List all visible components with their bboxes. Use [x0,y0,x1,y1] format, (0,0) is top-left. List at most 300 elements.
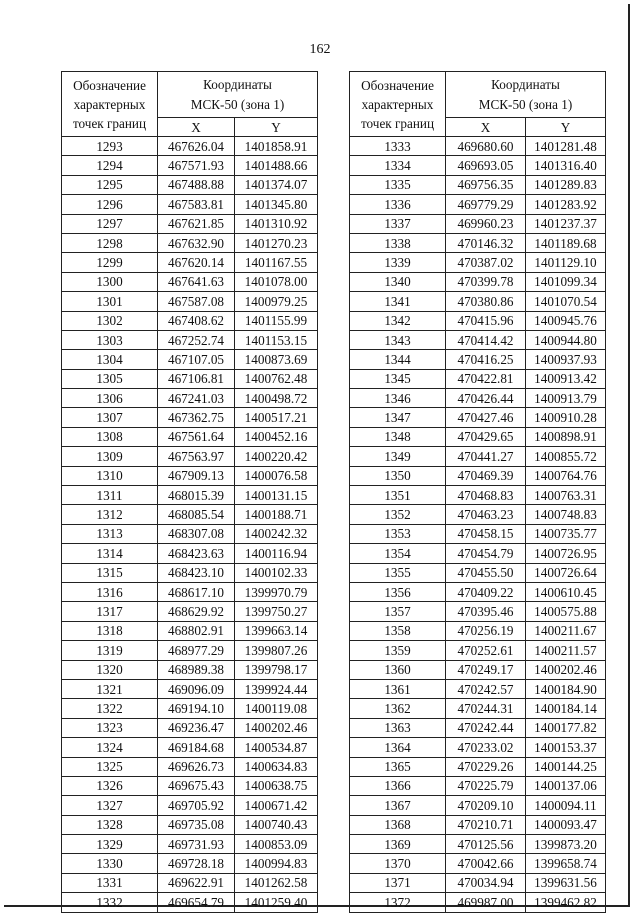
table-row [62,718,318,737]
y-coordinate-cell: 1400764.76 [526,466,606,485]
y-coordinate-cell: 1399750.27 [235,602,318,621]
coordinates-table-left [61,71,318,913]
y-coordinate-cell: 1400498.72 [235,389,318,408]
coordinates-header [446,72,606,118]
table-row [350,602,606,621]
table-row [62,350,318,369]
table-row [62,641,318,660]
point-number-cell: 1339 [350,253,446,272]
table-row [62,292,318,311]
x-coordinate-cell: 467408.62 [158,311,235,330]
point-number-cell: 1345 [350,369,446,388]
y-coordinate-cell: 1400452.16 [235,427,318,446]
x-coordinate-cell: 469194.10 [158,699,235,718]
x-coordinate-cell: 470454.79 [446,544,526,563]
y-coordinate-cell: 1400944.80 [526,330,606,349]
point-number-cell: 1333 [350,137,446,156]
y-coordinate-cell: 1400740.43 [235,815,318,834]
x-coordinate-cell: 470242.44 [446,718,526,737]
point-number-cell: 1361 [350,679,446,698]
point-number-cell: 1364 [350,738,446,757]
x-coordinate-cell: 467621.85 [158,214,235,233]
y-coordinate-cell: 1401283.92 [526,195,606,214]
y-coordinate-cell: 1400979.25 [235,292,318,311]
x-coordinate-cell: 469960.23 [446,214,526,233]
y-coordinate-cell: 1400534.87 [235,738,318,757]
designation-header-line: точек границ [72,115,147,131]
x-coordinate-cell: 470422.81 [446,369,526,388]
table-row [350,486,606,505]
table-row [62,175,318,194]
y-coordinate-cell: 1400873.69 [235,350,318,369]
x-coordinate-cell: 470229.26 [446,757,526,776]
point-number-cell: 1331 [62,873,158,892]
table-row [62,738,318,757]
y-coordinate-cell: 1400242.32 [235,524,318,543]
point-number-cell: 1310 [62,466,158,485]
x-coordinate-cell: 467909.13 [158,466,235,485]
point-number-cell: 1366 [350,776,446,795]
y-coordinate-cell: 1401189.68 [526,233,606,252]
x-coordinate-cell: 469184.68 [158,738,235,757]
point-number-cell: 1330 [62,854,158,873]
x-coordinate-cell: 467641.63 [158,272,235,291]
y-coordinate-cell: 1399798.17 [235,660,318,679]
x-coordinate-cell: 468802.91 [158,621,235,640]
designation-header-line: характерных [361,96,434,112]
table-row [350,835,606,854]
x-coordinate-cell: 470416.25 [446,350,526,369]
y-coordinate-cell: 1401289.83 [526,175,606,194]
point-number-cell: 1314 [62,544,158,563]
point-number-cell: 1353 [350,524,446,543]
x-coordinate-cell: 469731.93 [158,835,235,854]
point-number-cell: 1306 [62,389,158,408]
table-row [350,641,606,660]
table-row [62,156,318,175]
y-coordinate-cell: 1400184.90 [526,679,606,698]
x-coordinate-cell: 469693.05 [446,156,526,175]
y-coordinate-cell: 1400184.14 [526,699,606,718]
table-row [350,330,606,349]
table-row [62,330,318,349]
table-row [350,776,606,795]
x-coordinate-cell: 468307.08 [158,524,235,543]
table-row [350,175,606,194]
y-coordinate-cell: 1400853.09 [235,835,318,854]
table-row [62,233,318,252]
y-coordinate-cell: 1400116.94 [235,544,318,563]
x-coordinate-cell: 469236.47 [158,718,235,737]
x-coordinate-cell: 470210.71 [446,815,526,834]
point-number-cell: 1317 [62,602,158,621]
x-coordinate-cell: 470469.39 [446,466,526,485]
y-coordinate-cell: 1399807.26 [235,641,318,660]
y-coordinate-cell: 1400913.79 [526,389,606,408]
table-row [62,524,318,543]
point-number-cell: 1327 [62,796,158,815]
point-number-cell: 1305 [62,369,158,388]
point-number-cell: 1343 [350,330,446,349]
y-coordinate-cell: 1399658.74 [526,854,606,873]
y-coordinate-cell: 1400898.91 [526,427,606,446]
x-coordinate-cell: 467571.93 [158,156,235,175]
y-coordinate-cell: 1401858.91 [235,137,318,156]
point-number-cell: 1372 [350,893,446,912]
x-coordinate-cell: 467252.74 [158,330,235,349]
y-coordinate-cell: 1399462.82 [526,893,606,912]
table-row [62,389,318,408]
y-coordinate-cell: 1401129.10 [526,253,606,272]
point-number-cell: 1362 [350,699,446,718]
table-header [62,72,318,137]
x-coordinate-cell: 470387.02 [446,253,526,272]
point-number-cell: 1349 [350,447,446,466]
point-number-cell: 1322 [62,699,158,718]
table-row [350,679,606,698]
y-coordinate-cell: 1401262.58 [235,873,318,892]
point-number-cell: 1312 [62,505,158,524]
table-row [350,699,606,718]
x-coordinate-cell: 467561.64 [158,427,235,446]
table-row [62,214,318,233]
point-number-cell: 1348 [350,427,446,446]
x-coordinate-cell: 467587.08 [158,292,235,311]
y-coordinate-cell: 1399873.20 [526,835,606,854]
coordinates-header-line: Координаты [491,76,560,92]
table-row [350,505,606,524]
x-coordinate-cell: 467620.14 [158,253,235,272]
y-coordinate-cell: 1401488.66 [235,156,318,175]
table-row [350,660,606,679]
y-coordinate-cell: 1400202.46 [235,718,318,737]
x-coordinate-cell: 468629.92 [158,602,235,621]
x-coordinate-cell: 469779.29 [446,195,526,214]
designation-header-line: характерных [73,96,146,112]
table-row [62,893,318,912]
point-number-cell: 1338 [350,233,446,252]
x-coordinate-cell: 470042.66 [446,854,526,873]
x-coordinate-cell: 468617.10 [158,582,235,601]
table-row [62,447,318,466]
designation-header-line: точек границ [360,115,435,131]
y-coordinate-cell: 1399631.56 [526,873,606,892]
table-row [350,195,606,214]
table-row [350,524,606,543]
x-coordinate-cell: 467632.90 [158,233,235,252]
point-number-cell: 1369 [350,835,446,854]
coordinates-table-right [349,71,606,913]
table-row [62,408,318,427]
point-number-cell: 1350 [350,466,446,485]
x-coordinate-cell: 470409.22 [446,582,526,601]
y-coordinate-cell: 1400855.72 [526,447,606,466]
table-row [350,893,606,912]
point-number-cell: 1340 [350,272,446,291]
x-coordinate-cell: 468085.54 [158,505,235,524]
point-number-cell: 1311 [62,486,158,505]
x-coordinate-cell: 470455.50 [446,563,526,582]
x-coordinate-cell: 467488.88 [158,175,235,194]
x-coordinate-cell: 467241.03 [158,389,235,408]
table-row [62,137,318,156]
point-number-cell: 1299 [62,253,158,272]
table-row [350,311,606,330]
designation-header-line: Обозначение [73,77,146,93]
x-coordinate-cell: 467583.81 [158,195,235,214]
point-number-cell: 1309 [62,447,158,466]
table-row [62,505,318,524]
designation-header [62,72,158,137]
table-row [350,253,606,272]
x-coordinate-cell: 469675.43 [158,776,235,795]
point-number-cell: 1359 [350,641,446,660]
x-coordinate-cell: 469705.92 [158,796,235,815]
header-row [350,72,606,118]
point-number-cell: 1357 [350,602,446,621]
point-number-cell: 1356 [350,582,446,601]
y-coordinate-cell: 1400763.31 [526,486,606,505]
x-coordinate-cell: 467626.04 [158,137,235,156]
table-row [62,873,318,892]
y-header: Y [235,118,318,137]
y-coordinate-cell: 1401310.92 [235,214,318,233]
y-coordinate-cell: 1401374.07 [235,175,318,194]
y-coordinate-cell: 1400119.08 [235,699,318,718]
designation-header-line: Обозначение [361,77,434,93]
point-number-cell: 1335 [350,175,446,194]
y-coordinate-cell: 1399663.14 [235,621,318,640]
point-number-cell: 1346 [350,389,446,408]
table-row [62,195,318,214]
y-coordinate-cell: 1401345.80 [235,195,318,214]
table-row [62,544,318,563]
y-coordinate-cell: 1400748.83 [526,505,606,524]
point-number-cell: 1328 [62,815,158,834]
table-row [350,233,606,252]
table-row [62,699,318,718]
x-coordinate-cell: 469728.18 [158,854,235,873]
table-row [350,544,606,563]
x-coordinate-cell: 469622.91 [158,873,235,892]
x-coordinate-cell: 469096.09 [158,679,235,698]
page-number: 162 [309,42,331,57]
point-number-cell: 1336 [350,195,446,214]
x-coordinate-cell: 470225.79 [446,776,526,795]
table-row [62,776,318,795]
y-coordinate-cell: 1401237.37 [526,214,606,233]
y-coordinate-cell: 1400610.45 [526,582,606,601]
x-coordinate-cell: 468989.38 [158,660,235,679]
point-number-cell: 1360 [350,660,446,679]
point-number-cell: 1367 [350,796,446,815]
y-coordinate-cell: 1401153.15 [235,330,318,349]
x-coordinate-cell: 468015.39 [158,486,235,505]
table-row [350,815,606,834]
x-coordinate-cell: 469654.79 [158,893,235,912]
y-coordinate-cell: 1400093.47 [526,815,606,834]
point-number-cell: 1323 [62,718,158,737]
point-number-cell: 1296 [62,195,158,214]
point-number-cell: 1298 [62,233,158,252]
table-row [350,447,606,466]
point-number-cell: 1363 [350,718,446,737]
point-number-cell: 1315 [62,563,158,582]
point-number-cell: 1342 [350,311,446,330]
table-header [350,72,606,137]
table-row [62,582,318,601]
table-row [350,466,606,485]
table-row [62,621,318,640]
point-number-cell: 1294 [62,156,158,175]
y-coordinate-cell: 1400735.77 [526,524,606,543]
point-number-cell: 1347 [350,408,446,427]
table-row [350,369,606,388]
point-number-cell: 1344 [350,350,446,369]
y-coordinate-cell: 1400202.46 [526,660,606,679]
point-number-cell: 1320 [62,660,158,679]
x-coordinate-cell: 470034.94 [446,873,526,892]
designation-header [350,72,446,137]
point-number-cell: 1351 [350,486,446,505]
y-coordinate-cell: 1401078.00 [235,272,318,291]
table-row [62,796,318,815]
x-coordinate-cell: 467107.05 [158,350,235,369]
point-number-cell: 1321 [62,679,158,698]
table-row [62,835,318,854]
x-coordinate-cell: 469735.08 [158,815,235,834]
point-number-cell: 1341 [350,292,446,311]
y-coordinate-cell: 1400094.11 [526,796,606,815]
x-coordinate-cell: 470414.42 [446,330,526,349]
y-coordinate-cell: 1400994.83 [235,854,318,873]
y-coordinate-cell: 1401259.40 [235,893,318,912]
coordinates-header [158,72,318,118]
y-coordinate-cell: 1400575.88 [526,602,606,621]
point-number-cell: 1302 [62,311,158,330]
y-coordinate-cell: 1401316.40 [526,156,606,175]
x-coordinate-cell: 470463.23 [446,505,526,524]
table-row [62,815,318,834]
y-coordinate-cell: 1400517.21 [235,408,318,427]
x-coordinate-cell: 470427.46 [446,408,526,427]
y-coordinate-cell: 1400634.83 [235,757,318,776]
x-coordinate-cell: 470252.61 [446,641,526,660]
x-coordinate-cell: 470249.17 [446,660,526,679]
point-number-cell: 1329 [62,835,158,854]
x-coordinate-cell: 470468.83 [446,486,526,505]
x-coordinate-cell: 468977.29 [158,641,235,660]
x-coordinate-cell: 470426.44 [446,389,526,408]
y-coordinate-cell: 1400211.57 [526,641,606,660]
point-number-cell: 1332 [62,893,158,912]
point-number-cell: 1352 [350,505,446,524]
x-coordinate-cell: 470395.46 [446,602,526,621]
x-coordinate-cell: 470125.56 [446,835,526,854]
y-coordinate-cell: 1399970.79 [235,582,318,601]
table-row [62,660,318,679]
point-number-cell: 1301 [62,292,158,311]
point-number-cell: 1325 [62,757,158,776]
table-row [350,408,606,427]
point-number-cell: 1371 [350,873,446,892]
table-row [62,486,318,505]
table-row [350,738,606,757]
point-number-cell: 1300 [62,272,158,291]
table-row [350,854,606,873]
table-row [350,214,606,233]
y-coordinate-cell: 1400137.06 [526,776,606,795]
point-number-cell: 1293 [62,137,158,156]
y-coordinate-cell: 1400910.28 [526,408,606,427]
table-row [350,757,606,776]
y-coordinate-cell: 1400762.48 [235,369,318,388]
x-coordinate-cell: 470256.19 [446,621,526,640]
point-number-cell: 1355 [350,563,446,582]
x-coordinate-cell: 469987.00 [446,893,526,912]
table-row [350,350,606,369]
table-row [350,389,606,408]
point-number-cell: 1319 [62,641,158,660]
x-coordinate-cell: 470458.15 [446,524,526,543]
point-number-cell: 1337 [350,214,446,233]
x-header: X [158,118,235,137]
table-body [62,137,318,913]
coordinates-header-line: МСК-50 (зона 1) [478,96,573,112]
table-row [350,137,606,156]
y-coordinate-cell: 1401281.48 [526,137,606,156]
y-coordinate-cell: 1400188.71 [235,505,318,524]
y-coordinate-cell: 1401070.54 [526,292,606,311]
y-coordinate-cell: 1400211.67 [526,621,606,640]
coordinates-header-line: МСК-50 (зона 1) [190,96,285,112]
y-coordinate-cell: 1400177.82 [526,718,606,737]
x-coordinate-cell: 467563.97 [158,447,235,466]
x-coordinate-cell: 470242.57 [446,679,526,698]
table-body [350,137,606,913]
y-coordinate-cell: 1400153.37 [526,738,606,757]
point-number-cell: 1326 [62,776,158,795]
point-number-cell: 1370 [350,854,446,873]
table-row [62,369,318,388]
point-number-cell: 1304 [62,350,158,369]
table-row [350,873,606,892]
x-coordinate-cell: 468423.63 [158,544,235,563]
point-number-cell: 1313 [62,524,158,543]
table-row [62,253,318,272]
table-row [350,582,606,601]
x-coordinate-cell: 470441.27 [446,447,526,466]
point-number-cell: 1297 [62,214,158,233]
point-number-cell: 1354 [350,544,446,563]
point-number-cell: 1303 [62,330,158,349]
y-coordinate-cell: 1400937.93 [526,350,606,369]
y-coordinate-cell: 1400671.42 [235,796,318,815]
y-coordinate-cell: 1400220.42 [235,447,318,466]
point-number-cell: 1365 [350,757,446,776]
table-row [62,679,318,698]
table-row [62,563,318,582]
x-coordinate-cell: 470429.65 [446,427,526,446]
table-row [350,427,606,446]
x-coordinate-cell: 470380.86 [446,292,526,311]
y-coordinate-cell: 1400726.95 [526,544,606,563]
x-coordinate-cell: 469680.60 [446,137,526,156]
x-header: X [446,118,526,137]
table-row [350,292,606,311]
table-row [350,796,606,815]
table-row [62,272,318,291]
